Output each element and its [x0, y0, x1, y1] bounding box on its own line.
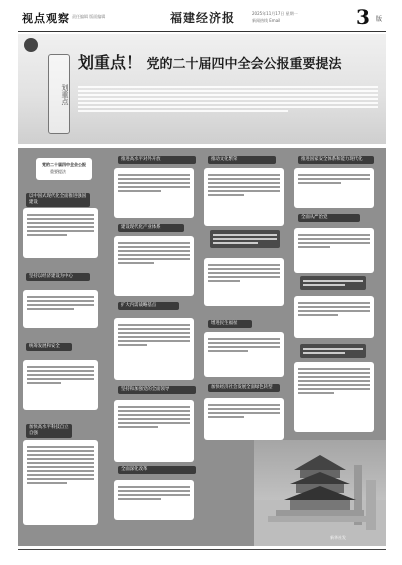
text-card-15 — [294, 228, 374, 273]
text-card-6 — [114, 168, 194, 218]
text-card-10 — [114, 480, 194, 520]
tag-card-11: 推动文化繁荣 — [208, 156, 276, 164]
text-card-14 — [294, 168, 374, 208]
photo-caption: 新华社发 — [330, 535, 346, 540]
tag-card-3: 坚持以经济建设为中心 — [26, 273, 90, 281]
text-card-5 — [23, 440, 98, 525]
column-title: 视点观察 — [22, 12, 70, 25]
date-line: 2025年11月17日 星期一 — [252, 11, 298, 16]
text-card-15b — [294, 296, 374, 338]
page-suffix: 版 — [376, 16, 383, 23]
text-card-9 — [114, 400, 194, 462]
bottom-rule — [18, 549, 386, 550]
paper-name: 福建经济报 — [170, 11, 236, 25]
title-card — [36, 158, 92, 180]
text-card-8 — [114, 318, 194, 380]
party-emblem-icon — [24, 38, 38, 52]
highlight-note-1 — [210, 230, 280, 248]
tag-card-7: 建设现代化产业体系 — [118, 224, 184, 232]
tag-card-10: 全面深化改革 — [118, 466, 196, 474]
temple-illustration — [254, 440, 386, 546]
highlight-note-3 — [300, 344, 366, 358]
text-card-13 — [204, 398, 284, 440]
page-number: 3 — [356, 5, 370, 29]
headline-title: 党的二十届四中全会公报重要提法 — [146, 57, 342, 72]
tag-card-13: 加快经济社会发展全面绿色转型 — [208, 384, 280, 392]
tag-card-5: 加快高水平科技自立自强 — [26, 424, 72, 438]
masthead-rule — [18, 31, 386, 32]
text-card-2 — [23, 208, 98, 258]
tag-card-14: 推进国家安全体系和能力现代化 — [298, 156, 374, 164]
headline — [78, 50, 342, 73]
text-card-3 — [23, 290, 98, 328]
highlight-note-2 — [300, 276, 366, 290]
text-card-11 — [204, 168, 284, 226]
title-card-line1: 党的二十届四中全会公报 — [42, 162, 86, 167]
column-subtitle: 责任编辑 版面编辑 — [72, 14, 106, 19]
tag-card-12: 增进民生福祉 — [208, 320, 252, 328]
temple-photo — [254, 440, 386, 546]
tag-card-8: 扩大内需战略基点 — [118, 302, 179, 310]
tag-card-4: 统筹发展和安全 — [26, 343, 72, 351]
text-card-4 — [23, 360, 98, 410]
text-card-16 — [294, 362, 374, 432]
text-card-11b — [204, 258, 284, 306]
headline-prefix: 划重点！ — [78, 53, 143, 72]
text-card-12 — [204, 332, 284, 377]
header-band — [18, 34, 386, 144]
text-card-7 — [114, 236, 194, 296]
seal-stamp: 划重点 — [48, 54, 70, 134]
intro-paragraph-block — [78, 84, 378, 114]
tag-card-2: 以中国式现代化全面推进强国建设 — [26, 193, 90, 207]
title-card-line2: 重要提法 — [50, 169, 66, 174]
tag-card-6: 推进高水平对外开放 — [118, 156, 196, 164]
date-info — [252, 10, 298, 24]
tag-card-9: 坚持和加强党的全面领导 — [118, 386, 196, 394]
phone-line: 新闻热线 Email — [252, 18, 281, 23]
tag-card-15: 全面从严治党 — [298, 214, 360, 222]
